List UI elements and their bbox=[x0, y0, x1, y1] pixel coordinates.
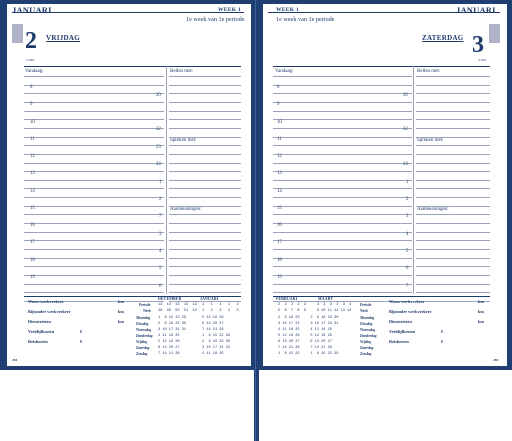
right-minute-mark: 4 bbox=[406, 232, 409, 237]
left-expense-label: Bijzonder werkverkeer bbox=[28, 309, 71, 314]
left-expense-label: Reiskosten bbox=[28, 339, 48, 344]
right-month-title: JANUARI bbox=[456, 5, 496, 15]
left-cal-week-values-right: 1 2 3 4 5 bbox=[202, 309, 239, 313]
right-expense-unit: € bbox=[441, 329, 444, 334]
left-time-rule bbox=[24, 292, 164, 293]
right-time-rule bbox=[273, 85, 412, 86]
right-time-rule bbox=[273, 154, 412, 155]
left-side-rule bbox=[169, 119, 241, 120]
left-cal-dayname: Maandag bbox=[136, 316, 151, 320]
left-cal-dayname: Zaterdag bbox=[136, 346, 150, 350]
right-expense-label: Reiskosten bbox=[389, 339, 409, 344]
left-hour: 9 bbox=[30, 102, 33, 107]
left-time-rule bbox=[24, 266, 164, 267]
right-minute-mark: 2 bbox=[406, 197, 409, 202]
left-hour: 19 bbox=[30, 275, 35, 280]
left-time-rule bbox=[24, 137, 164, 138]
left-side-rule bbox=[169, 171, 241, 172]
left-cal-dates: 7 14 21 28 bbox=[158, 352, 180, 356]
right-index-tab bbox=[489, 24, 500, 43]
right-cal-month-left: FEBRUARI bbox=[276, 297, 298, 301]
right-minute-mark: 7 bbox=[406, 284, 409, 289]
left-side-rule bbox=[169, 137, 241, 138]
left-side-rule bbox=[169, 266, 241, 267]
right-side-rule bbox=[416, 284, 490, 285]
right-page-number: 285 bbox=[493, 358, 499, 362]
left-today-label: Vandaag: bbox=[25, 69, 44, 74]
left-time-rule bbox=[24, 85, 164, 86]
left-hour: 14 bbox=[30, 189, 35, 194]
right-time-rule bbox=[273, 266, 412, 267]
left-cal-periode-values-right: 1 1 1 1 2 bbox=[202, 303, 239, 307]
left-side-rule bbox=[169, 102, 241, 103]
left-minute-mark: 2 bbox=[159, 197, 162, 202]
right-cal-dates: 5 12 19 26 5 12 19 26 bbox=[278, 334, 332, 338]
left-hour: 16 bbox=[30, 223, 35, 228]
left-cal-dates: 4 11 18 25 bbox=[158, 334, 180, 338]
right-day-number: 3 bbox=[472, 32, 484, 58]
left-cal-periode-label: Periode bbox=[139, 303, 151, 307]
left-time-rule bbox=[24, 206, 164, 207]
right-time-rule bbox=[273, 232, 412, 233]
left-page-number: 284 bbox=[12, 358, 18, 362]
right-side-rule bbox=[416, 163, 490, 164]
right-time-rule bbox=[273, 258, 412, 259]
right-footer-rule bbox=[273, 296, 490, 297]
right-hour: 12 bbox=[277, 154, 282, 159]
right-expense-label: Verblijfkosten bbox=[389, 329, 416, 334]
right-cal-periode-values: 2 2 2 2 3 3 3 3 3 3 4 bbox=[278, 303, 352, 307]
left-notes-label: Aantekeningen: bbox=[170, 207, 202, 212]
left-expense-label: Dienstreizen bbox=[28, 319, 51, 324]
right-cal-week-label: Week bbox=[360, 309, 368, 313]
left-day-count: 2-364 bbox=[26, 58, 35, 62]
left-side-rule bbox=[169, 163, 241, 164]
left-cal-dates: 5 12 19 26 bbox=[202, 316, 224, 320]
left-time-rule bbox=[24, 171, 164, 172]
right-minute-mark: 6 bbox=[406, 266, 409, 271]
right-hour: 9 bbox=[277, 102, 280, 107]
left-time-rule bbox=[24, 76, 164, 77]
left-time-rule bbox=[24, 214, 164, 215]
right-hour: 17 bbox=[277, 240, 282, 245]
right-cal-dates: 2 9 16 23 2 9 16 23 30 bbox=[278, 316, 339, 320]
left-time-rule bbox=[24, 258, 164, 259]
right-cal-dayname: Donderdag bbox=[360, 334, 377, 338]
left-cal-week-values: 48 49 50 51 52 bbox=[158, 309, 197, 313]
right-hour: 8 bbox=[277, 85, 280, 90]
left-hour: 13 bbox=[30, 171, 35, 176]
right-side-rule bbox=[416, 119, 490, 120]
right-side-rule bbox=[416, 93, 490, 94]
right-today-label: Vandaag: bbox=[275, 69, 294, 74]
right-hour: 14 bbox=[277, 189, 282, 194]
right-side-rule bbox=[416, 137, 490, 138]
right-time-rule bbox=[273, 197, 412, 198]
left-cal-dates: 1 8 15 22 29 bbox=[158, 316, 187, 320]
right-hour: 13 bbox=[277, 171, 282, 176]
left-expense-unit: € bbox=[80, 329, 83, 334]
left-time-rule bbox=[24, 232, 164, 233]
right-cal-month-right: MAART bbox=[318, 297, 334, 301]
right-time-rule bbox=[273, 119, 412, 120]
left-day-name: VRIJDAG bbox=[46, 34, 80, 42]
right-side-rule bbox=[416, 275, 490, 276]
left-cal-periode-values: 13 13 13 13 13 bbox=[158, 303, 197, 307]
right-side-rule bbox=[416, 171, 490, 172]
right-expense-unit: km bbox=[478, 319, 484, 324]
left-time-rule bbox=[24, 240, 164, 241]
left-cal-week-label: Week bbox=[143, 309, 151, 313]
left-cal-dayname: Zondag bbox=[136, 352, 148, 356]
right-side-rule bbox=[416, 188, 490, 189]
left-side-rule bbox=[169, 284, 241, 285]
right-side-rule bbox=[416, 292, 490, 293]
left-time-rule bbox=[24, 93, 164, 94]
left-hour: 8 bbox=[30, 85, 33, 90]
right-cal-dayname: Zaterdag bbox=[360, 346, 374, 350]
right-expense-label: Dienstreizen bbox=[389, 319, 412, 324]
right-cal-dayname: Zondag bbox=[360, 352, 372, 356]
left-cal-dayname: Donderdag bbox=[136, 334, 153, 338]
right-time-rule bbox=[273, 171, 412, 172]
left-time-rule bbox=[24, 102, 164, 103]
left-hour: 11 bbox=[30, 137, 35, 142]
ribbon-highlight bbox=[255, 0, 256, 441]
left-cal-dates: 5 12 19 26 bbox=[158, 340, 180, 344]
left-minute-mark: 7 bbox=[159, 214, 162, 219]
right-cal-dayname: Dinsdag bbox=[360, 322, 373, 326]
left-side-rule bbox=[169, 249, 241, 250]
left-day-number: 2 bbox=[25, 28, 37, 54]
left-time-rule bbox=[24, 188, 164, 189]
right-expense-unit: km bbox=[478, 299, 484, 304]
right-side-rule bbox=[416, 258, 490, 259]
left-time-rule bbox=[24, 128, 164, 129]
left-minute-mark: 23 bbox=[156, 145, 161, 150]
left-hour: 17 bbox=[30, 240, 35, 245]
left-time-rule bbox=[24, 145, 164, 146]
right-time-rule bbox=[273, 284, 412, 285]
right-side-rule bbox=[416, 214, 490, 215]
right-speak-label: Spreken met: bbox=[417, 138, 444, 143]
right-cal-dayname: Woensdag bbox=[360, 328, 376, 332]
left-minute-mark: 3 bbox=[159, 232, 162, 237]
right-grid-top-rule bbox=[273, 66, 490, 67]
left-expense-unit: km bbox=[118, 309, 124, 314]
left-call-label: Bellen met: bbox=[170, 69, 194, 74]
right-time-rule bbox=[273, 275, 412, 276]
right-cal-dates: 6 13 20 27 6 13 20 27 bbox=[278, 340, 332, 344]
left-side-rule bbox=[169, 258, 241, 259]
right-expense-label: Woon-werkverkeer bbox=[389, 299, 425, 304]
left-side-rule bbox=[169, 145, 241, 146]
right-time-rule bbox=[273, 102, 412, 103]
right-cal-dayname: Vrijdag bbox=[360, 340, 371, 344]
right-hour: 11 bbox=[277, 137, 282, 142]
right-side-rule bbox=[416, 240, 490, 241]
right-period-note: 1e week van 1e periode bbox=[276, 16, 335, 23]
left-time-rule bbox=[24, 119, 164, 120]
right-minute-mark: 22 bbox=[403, 127, 408, 132]
left-side-rule bbox=[169, 180, 241, 181]
left-side-rule bbox=[169, 111, 241, 112]
left-time-rule bbox=[24, 154, 164, 155]
right-notes-label: Aantekeningen: bbox=[417, 207, 449, 212]
right-hour: 10 bbox=[277, 120, 282, 125]
right-time-rule bbox=[273, 223, 412, 224]
left-side-rule bbox=[169, 154, 241, 155]
left-month-title: JANUARI bbox=[12, 5, 52, 15]
left-cal-dates: 1 8 15 22 29 bbox=[202, 334, 231, 338]
left-minute-mark: 6 bbox=[159, 284, 162, 289]
right-cal-dates: 3 10 17 24 3 10 17 24 31 bbox=[278, 322, 339, 326]
left-minute-mark: 24 bbox=[156, 162, 161, 167]
right-side-rule bbox=[416, 145, 490, 146]
right-time-rule bbox=[273, 128, 412, 129]
left-time-rule bbox=[24, 284, 164, 285]
left-time-rule bbox=[24, 197, 164, 198]
left-minute-mark: 4 bbox=[159, 249, 162, 254]
left-time-rule bbox=[24, 163, 164, 164]
right-time-rule bbox=[273, 206, 412, 207]
left-cal-dates: 3 10 17 24 31 bbox=[202, 346, 231, 350]
right-time-rule bbox=[273, 240, 412, 241]
left-side-rule bbox=[169, 275, 241, 276]
left-period-note: 1e week van 1e periode bbox=[186, 16, 245, 23]
left-cal-dates: 6 13 20 27 bbox=[202, 322, 224, 326]
left-side-rule bbox=[169, 188, 241, 189]
right-time-rule bbox=[273, 214, 412, 215]
left-time-rule bbox=[24, 249, 164, 250]
left-side-rule bbox=[169, 128, 241, 129]
left-speak-label: Spreken met: bbox=[170, 138, 197, 143]
left-side-rule bbox=[169, 85, 241, 86]
right-time-rule bbox=[273, 137, 412, 138]
right-side-rule bbox=[416, 249, 490, 250]
right-expense-unit: € bbox=[441, 339, 444, 344]
left-time-rule bbox=[24, 223, 164, 224]
right-side-rule bbox=[416, 266, 490, 267]
right-week-label: WEEK 1 bbox=[276, 7, 300, 13]
right-side-rule bbox=[416, 154, 490, 155]
right-cal-week-values: 5 6 7 8 9 9 10 11 12 13 14 bbox=[278, 309, 352, 313]
left-cal-dates: 4 11 18 25 bbox=[202, 352, 224, 356]
right-cal-dayname: Maandag bbox=[360, 316, 375, 320]
right-minute-mark: 20 bbox=[403, 93, 408, 98]
right-side-rule bbox=[416, 76, 490, 77]
left-cal-dates: 7 14 21 28 bbox=[202, 328, 224, 332]
left-cal-dayname: Woensdag bbox=[136, 328, 152, 332]
left-expense-label: Verblijfkosten bbox=[28, 329, 55, 334]
right-side-rule bbox=[416, 197, 490, 198]
left-side-rule bbox=[169, 292, 241, 293]
left-side-rule bbox=[169, 206, 241, 207]
right-side-rule bbox=[416, 111, 490, 112]
left-minute-mark: 1 bbox=[159, 180, 162, 185]
right-side-rule bbox=[416, 102, 490, 103]
left-hour: 12 bbox=[30, 154, 35, 159]
left-minute-mark: 20 bbox=[156, 93, 161, 98]
right-side-rule bbox=[416, 206, 490, 207]
right-side-rule bbox=[416, 223, 490, 224]
right-hour: 19 bbox=[277, 275, 282, 280]
right-cal-dates: 1 8 15 22 1 8 15 22 29 bbox=[278, 352, 339, 356]
left-minute-mark: 22 bbox=[156, 127, 161, 132]
right-expense-label: Bijzonder werkverkeer bbox=[389, 309, 432, 314]
right-time-rule bbox=[273, 93, 412, 94]
right-minute-mark: 5 bbox=[406, 249, 409, 254]
right-time-rule bbox=[273, 188, 412, 189]
right-day-count: 3-363 bbox=[478, 58, 487, 62]
left-time-rule bbox=[24, 275, 164, 276]
right-expense-unit: km bbox=[478, 309, 484, 314]
right-side-rule bbox=[416, 232, 490, 233]
left-week-label: WEEK 1 bbox=[218, 7, 242, 13]
left-cal-dates: 2 9 16 23 30 bbox=[202, 340, 231, 344]
left-hour: 18 bbox=[30, 258, 35, 263]
right-time-rule bbox=[273, 111, 412, 112]
left-expense-label: Woon-werkverkeer bbox=[28, 299, 64, 304]
right-time-rule bbox=[273, 145, 412, 146]
left-expense-unit: km bbox=[118, 319, 124, 324]
right-hour: 15 bbox=[277, 206, 282, 211]
right-column-divider bbox=[413, 66, 414, 294]
right-side-rule bbox=[416, 180, 490, 181]
left-cal-dates: 6 13 20 27 bbox=[158, 346, 180, 350]
left-index-tab bbox=[12, 24, 23, 43]
left-cal-month-right: JANUARI bbox=[200, 297, 219, 301]
left-side-rule bbox=[169, 214, 241, 215]
left-side-rule bbox=[169, 232, 241, 233]
right-side-rule bbox=[416, 85, 490, 86]
left-side-rule bbox=[169, 301, 241, 302]
right-time-rule bbox=[273, 249, 412, 250]
left-cal-dayname: Vrijdag bbox=[136, 340, 147, 344]
left-grid-top-rule bbox=[24, 66, 241, 67]
right-minute-mark: 3 bbox=[406, 214, 409, 219]
left-cal-dates: 2 9 16 23 30 bbox=[158, 322, 187, 326]
right-hour: 18 bbox=[277, 258, 282, 263]
left-time-rule bbox=[24, 111, 164, 112]
left-side-rule bbox=[169, 93, 241, 94]
left-side-rule bbox=[169, 76, 241, 77]
left-expense-unit: € bbox=[80, 339, 83, 344]
right-time-rule bbox=[273, 76, 412, 77]
left-column-divider bbox=[166, 66, 167, 294]
right-minute-mark: 24 bbox=[403, 162, 408, 167]
right-time-rule bbox=[273, 163, 412, 164]
right-time-rule bbox=[273, 180, 412, 181]
left-cal-month-left: DECEMBER bbox=[158, 297, 182, 301]
left-cal-dayname: Dinsdag bbox=[136, 322, 149, 326]
left-side-rule bbox=[169, 223, 241, 224]
left-time-rule bbox=[24, 180, 164, 181]
left-side-rule bbox=[169, 197, 241, 198]
right-call-label: Bellen met: bbox=[417, 69, 441, 74]
right-cal-periode-label: Periode bbox=[360, 303, 372, 307]
right-time-rule bbox=[273, 292, 412, 293]
right-day-name: ZATERDAG bbox=[422, 34, 464, 42]
left-hour: 10 bbox=[30, 120, 35, 125]
right-side-rule bbox=[416, 128, 490, 129]
left-hour: 15 bbox=[30, 206, 35, 211]
right-minute-mark: 1 bbox=[406, 180, 409, 185]
left-side-rule bbox=[169, 240, 241, 241]
left-minute-mark: 5 bbox=[159, 266, 162, 271]
right-hour: 16 bbox=[277, 223, 282, 228]
right-cal-dates: 4 11 18 25 4 11 18 25 bbox=[278, 328, 332, 332]
left-expense-unit: km bbox=[118, 299, 124, 304]
right-cal-dates: 7 14 21 28 7 14 21 28 bbox=[278, 346, 332, 350]
left-cal-dates: 3 10 17 24 31 bbox=[158, 328, 187, 332]
